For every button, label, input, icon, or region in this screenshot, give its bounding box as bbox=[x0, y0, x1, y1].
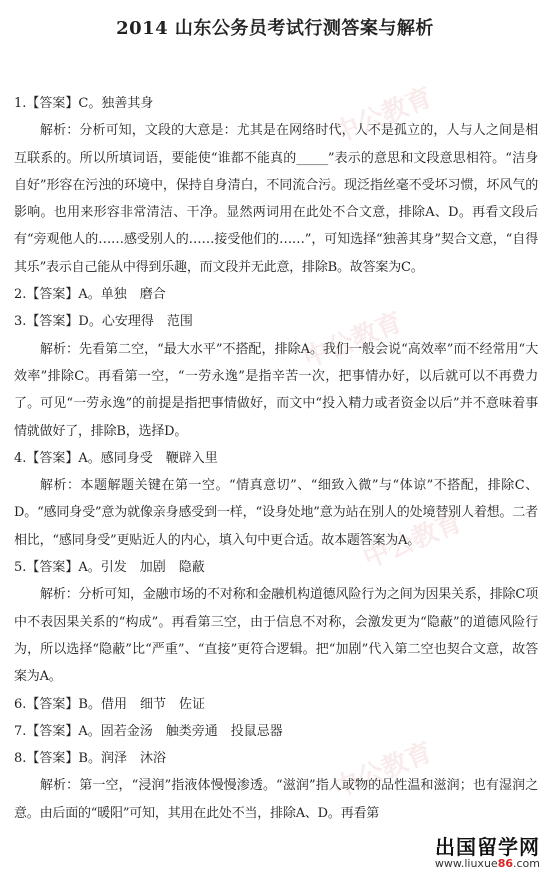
logo-url bbox=[435, 858, 540, 870]
watermark: 中公教育 bbox=[329, 82, 437, 150]
logo-brand: 出国留学网 bbox=[435, 834, 540, 859]
answer-line: 2.【答案】A。单独 磨合 bbox=[14, 287, 166, 303]
explanation-paragraph: 解析：分析可知，文段的大意是：尤其是在网络时代，人不是孤立的，人与人之间是相互联系的。所以所填词语，要能使“谁都不能真的_____”表示的意思和文段意思相符。“洁身自好”形容在污浊的环境中，保持自身清白，不同流合污。现泛指丝毫不受坏习惯，坏风气的影响。也用来形容非常清洁、干净。显然两词用在此处不合文意，排除A、D。再看文段后有“旁观他人的……感受别人的……接受他们的……”，可知选择“独善其身”契合文意，“自得其乐”表示自己能从中得到乐趣，而文段并无此意，排除B。故答案为C。 bbox=[14, 123, 538, 275]
answer-line: 7.【答案】A。固若金汤 触类旁通 投鼠忌器 bbox=[14, 723, 283, 739]
watermark: 中公教育 bbox=[329, 737, 437, 805]
explanation-paragraph: 解析：分析可知，金融市场的不对称和金融机构道德风险行为之间为因果关系，排除C项中不表因果关系的“构成”。再看第三空，由于信息不对称，会激发更为“隐蔽”的道德风险行为，所以选择“隐蔽”比“严重”、“直接”更符合逻辑。把“加剧”代入第二空也契合文意，故答案为A。 bbox=[14, 587, 538, 685]
logo-url-prefix: www.liuxue bbox=[434, 856, 498, 870]
logo-url-suffix: .com bbox=[513, 856, 540, 870]
answer-line: 8.【答案】B。润泽 沐浴 bbox=[14, 751, 166, 767]
watermark: 中公教育 bbox=[359, 507, 467, 575]
answer-line: 3.【答案】D。心安理得 范围 bbox=[14, 314, 193, 330]
explanation-paragraph: 解析：本题解题关键在第一空。“情真意切”、“细致入微”与“体谅”不搭配，排除C、D。“感同身受”意为就像亲身感受到一样，“设身处地”意为站在别人的处境替别人着想。二者相比，“感同身受”更贴近人的内心，填入句中更合适。故本题答案为A。 bbox=[14, 478, 538, 548]
answer-line: 4.【答案】A。感同身受 鞭辟入里 bbox=[14, 450, 218, 466]
answer-line: 5.【答案】A。引发 加剧 隐蔽 bbox=[14, 560, 205, 576]
answer-line: 6.【答案】B。借用 细节 佐证 bbox=[14, 696, 205, 712]
watermark: 中公教育 bbox=[299, 307, 407, 375]
answer-line: 1.【答案】C。独善其身 bbox=[14, 96, 154, 111]
logo-url-number: 86 bbox=[497, 856, 513, 870]
explanation-paragraph: 解析：先看第二空，“最大水平”不搭配，排除A。我们一般会说“高效率”而不经常用“大效率”排除C。再看第一空，“一劳永逸”是指辛苦一次，把事情办好，以后就可以不再费力了。可见“一劳永逸”的前提是指把事情做好，而文中“投入精力或者资金以后”并不意味着事情就做好了，排除B，选择D。 bbox=[14, 341, 538, 439]
site-logo bbox=[431, 834, 544, 872]
answer-list bbox=[14, 90, 538, 827]
explanation-paragraph: 解析：第一空，“浸润”指液体慢慢渗透。“滋润”指人或物的品性温和滋润；也有湿润之意。由后面的“暖阳”可知，其用在此处不当，排除A、D。再看第 bbox=[14, 778, 538, 821]
page-title: 2014 山东公务员考试行测答案与解析 bbox=[116, 18, 434, 39]
